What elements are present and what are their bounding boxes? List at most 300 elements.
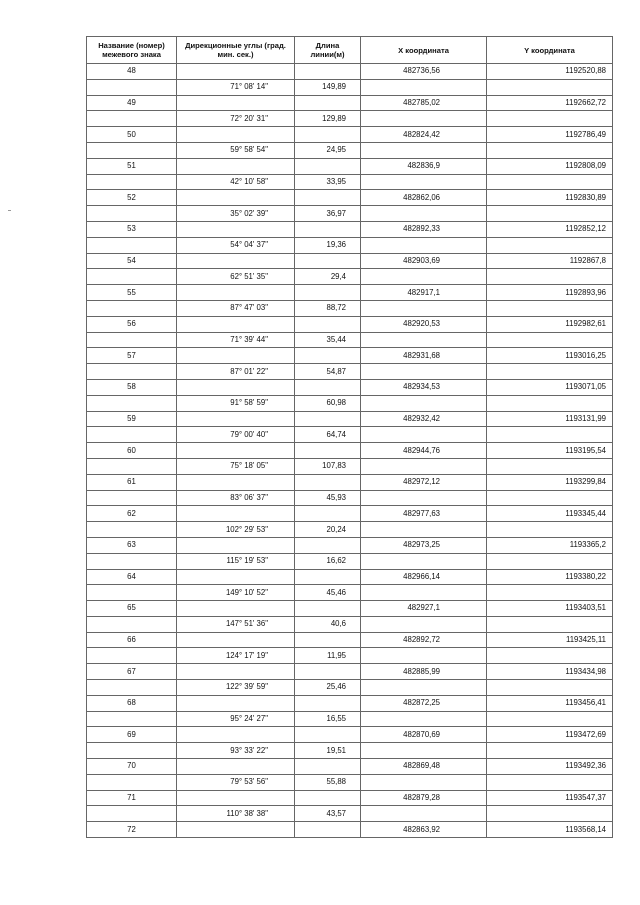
empty-cell: [487, 427, 613, 443]
table-row-line: [87, 806, 613, 822]
direction-angle: 75° 18' 05": [177, 458, 295, 474]
empty-cell: [361, 206, 487, 222]
empty-cell: [87, 364, 177, 380]
y-coordinate: 1193472,69: [487, 727, 613, 743]
empty-cell: [487, 553, 613, 569]
direction-angle: 122° 39' 59": [177, 680, 295, 696]
line-length: 107,83: [295, 458, 361, 474]
table-row-point: [87, 379, 613, 395]
table-row-point: [87, 253, 613, 269]
empty-cell: [295, 759, 361, 775]
empty-cell: [177, 127, 295, 143]
header-direction: Дирекционные углы (град. мин. сек.): [177, 37, 295, 64]
direction-angle: 54° 04' 37": [177, 237, 295, 253]
y-coordinate: 1192786,49: [487, 127, 613, 143]
y-coordinate: 1192852,12: [487, 221, 613, 237]
x-coordinate: 482932,42: [361, 411, 487, 427]
empty-cell: [361, 680, 487, 696]
header-x: X координата: [361, 37, 487, 64]
table-row-line: [87, 79, 613, 95]
empty-cell: [295, 632, 361, 648]
y-coordinate: 1192520,88: [487, 64, 613, 80]
empty-cell: [295, 190, 361, 206]
y-coordinate: 1193568,14: [487, 822, 613, 838]
direction-angle: 147° 51' 36": [177, 616, 295, 632]
x-coordinate: 482736,56: [361, 64, 487, 80]
table-row-point: [87, 664, 613, 680]
empty-cell: [361, 490, 487, 506]
empty-cell: [487, 142, 613, 158]
line-length: 43,57: [295, 806, 361, 822]
coordinates-document: [86, 36, 612, 838]
y-coordinate: 1193425,11: [487, 632, 613, 648]
table-row-line: [87, 427, 613, 443]
empty-cell: [361, 585, 487, 601]
direction-angle: 59° 58' 54": [177, 142, 295, 158]
empty-cell: [487, 174, 613, 190]
empty-cell: [487, 806, 613, 822]
line-length: 88,72: [295, 300, 361, 316]
empty-cell: [487, 237, 613, 253]
y-coordinate: 1192867,8: [487, 253, 613, 269]
empty-cell: [177, 316, 295, 332]
point-name: 56: [87, 316, 177, 332]
empty-cell: [487, 395, 613, 411]
table-row-line: [87, 458, 613, 474]
empty-cell: [177, 506, 295, 522]
point-name: 48: [87, 64, 177, 80]
direction-angle: 87° 47' 03": [177, 300, 295, 316]
table-row-line: [87, 174, 613, 190]
table-row-line: [87, 743, 613, 759]
empty-cell: [177, 348, 295, 364]
x-coordinate: 482944,76: [361, 443, 487, 459]
x-coordinate: 482836,9: [361, 158, 487, 174]
empty-cell: [487, 585, 613, 601]
table-row-point: [87, 790, 613, 806]
empty-cell: [295, 253, 361, 269]
direction-angle: 79° 00' 40": [177, 427, 295, 443]
empty-cell: [177, 190, 295, 206]
table-row-line: [87, 680, 613, 696]
point-name: 69: [87, 727, 177, 743]
empty-cell: [295, 64, 361, 80]
table-row-line: [87, 774, 613, 790]
direction-angle: 87° 01' 22": [177, 364, 295, 380]
x-coordinate: 482966,14: [361, 569, 487, 585]
point-name: 71: [87, 790, 177, 806]
empty-cell: [361, 300, 487, 316]
empty-cell: [361, 427, 487, 443]
point-name: 66: [87, 632, 177, 648]
table-row-point: [87, 127, 613, 143]
empty-cell: [295, 727, 361, 743]
empty-cell: [87, 711, 177, 727]
empty-cell: [295, 95, 361, 111]
y-coordinate: 1192808,09: [487, 158, 613, 174]
x-coordinate: 482869,48: [361, 759, 487, 775]
line-length: 25,46: [295, 680, 361, 696]
empty-cell: [87, 269, 177, 285]
table-row-point: [87, 348, 613, 364]
point-name: 58: [87, 379, 177, 395]
direction-angle: 110° 38' 38": [177, 806, 295, 822]
line-length: 16,62: [295, 553, 361, 569]
empty-cell: [177, 411, 295, 427]
point-name: 63: [87, 537, 177, 553]
line-length: 33,95: [295, 174, 361, 190]
empty-cell: [295, 506, 361, 522]
y-coordinate: 1193016,25: [487, 348, 613, 364]
line-length: 11,95: [295, 648, 361, 664]
empty-cell: [361, 111, 487, 127]
y-coordinate: 1193492,36: [487, 759, 613, 775]
empty-cell: [295, 348, 361, 364]
direction-angle: 71° 39' 44": [177, 332, 295, 348]
empty-cell: [295, 221, 361, 237]
line-length: 60,98: [295, 395, 361, 411]
empty-cell: [295, 474, 361, 490]
header-name: Название (номер) межевого знака: [87, 37, 177, 64]
direction-angle: 72° 20' 31": [177, 111, 295, 127]
table-row-point: [87, 221, 613, 237]
y-coordinate: 1193380,22: [487, 569, 613, 585]
empty-cell: [177, 569, 295, 585]
empty-cell: [295, 822, 361, 838]
table-row-point: [87, 64, 613, 80]
y-coordinate: 1192830,89: [487, 190, 613, 206]
empty-cell: [295, 664, 361, 680]
table-row-point: [87, 506, 613, 522]
table-row-point: [87, 95, 613, 111]
y-coordinate: 1193299,84: [487, 474, 613, 490]
point-name: 64: [87, 569, 177, 585]
empty-cell: [361, 522, 487, 538]
table-row-line: [87, 111, 613, 127]
empty-cell: [177, 64, 295, 80]
direction-angle: 83° 06' 37": [177, 490, 295, 506]
y-coordinate: 1192893,96: [487, 285, 613, 301]
empty-cell: [361, 269, 487, 285]
point-name: 62: [87, 506, 177, 522]
table-row-point: [87, 474, 613, 490]
empty-cell: [177, 601, 295, 617]
y-coordinate: 1193456,41: [487, 695, 613, 711]
y-coordinate: 1193547,37: [487, 790, 613, 806]
y-coordinate: 1193131,99: [487, 411, 613, 427]
table-row-point: [87, 443, 613, 459]
line-length: 29,4: [295, 269, 361, 285]
empty-cell: [177, 443, 295, 459]
empty-cell: [87, 395, 177, 411]
line-length: 19,51: [295, 743, 361, 759]
point-name: 67: [87, 664, 177, 680]
empty-cell: [177, 221, 295, 237]
line-length: 55,88: [295, 774, 361, 790]
empty-cell: [87, 458, 177, 474]
table-row-line: [87, 300, 613, 316]
table-row-point: [87, 759, 613, 775]
empty-cell: [295, 443, 361, 459]
direction-angle: 79° 53' 56": [177, 774, 295, 790]
x-coordinate: 482892,72: [361, 632, 487, 648]
empty-cell: [177, 253, 295, 269]
empty-cell: [87, 743, 177, 759]
empty-cell: [361, 364, 487, 380]
point-name: 52: [87, 190, 177, 206]
direction-angle: 93° 33' 22": [177, 743, 295, 759]
empty-cell: [361, 142, 487, 158]
empty-cell: [487, 616, 613, 632]
x-coordinate: 482920,53: [361, 316, 487, 332]
empty-cell: [87, 806, 177, 822]
empty-cell: [87, 332, 177, 348]
empty-cell: [487, 206, 613, 222]
line-length: 64,74: [295, 427, 361, 443]
empty-cell: [177, 664, 295, 680]
table-row-line: [87, 522, 613, 538]
table-header-row: [87, 37, 613, 64]
point-name: 55: [87, 285, 177, 301]
table-body: [87, 64, 613, 838]
point-name: 72: [87, 822, 177, 838]
empty-cell: [361, 806, 487, 822]
empty-cell: [361, 237, 487, 253]
y-coordinate: 1192662,72: [487, 95, 613, 111]
empty-cell: [487, 680, 613, 696]
empty-cell: [87, 174, 177, 190]
empty-cell: [87, 680, 177, 696]
empty-cell: [361, 743, 487, 759]
direction-angle: 91° 58' 59": [177, 395, 295, 411]
x-coordinate: 482862,06: [361, 190, 487, 206]
table-row-line: [87, 711, 613, 727]
x-coordinate: 482903,69: [361, 253, 487, 269]
point-name: 49: [87, 95, 177, 111]
point-name: 59: [87, 411, 177, 427]
point-name: 51: [87, 158, 177, 174]
direction-angle: 124° 17' 19": [177, 648, 295, 664]
x-coordinate: 482824,42: [361, 127, 487, 143]
empty-cell: [295, 379, 361, 395]
empty-cell: [295, 411, 361, 427]
table-row-line: [87, 553, 613, 569]
empty-cell: [487, 774, 613, 790]
empty-cell: [487, 711, 613, 727]
y-coordinate: 1193345,44: [487, 506, 613, 522]
empty-cell: [87, 142, 177, 158]
x-coordinate: 482892,33: [361, 221, 487, 237]
empty-cell: [177, 727, 295, 743]
y-coordinate: 1193071,05: [487, 379, 613, 395]
empty-cell: [361, 458, 487, 474]
x-coordinate: 482972,12: [361, 474, 487, 490]
empty-cell: [295, 790, 361, 806]
empty-cell: [177, 790, 295, 806]
empty-cell: [295, 569, 361, 585]
y-coordinate: 1193195,54: [487, 443, 613, 459]
empty-cell: [487, 332, 613, 348]
empty-cell: [361, 616, 487, 632]
direction-angle: 71° 08' 14": [177, 79, 295, 95]
empty-cell: [361, 648, 487, 664]
table-row-line: [87, 585, 613, 601]
empty-cell: [487, 522, 613, 538]
empty-cell: [361, 79, 487, 95]
point-name: 61: [87, 474, 177, 490]
empty-cell: [361, 332, 487, 348]
empty-cell: [177, 632, 295, 648]
empty-cell: [487, 79, 613, 95]
empty-cell: [177, 759, 295, 775]
empty-cell: [177, 95, 295, 111]
y-coordinate: 1192982,61: [487, 316, 613, 332]
line-length: 20,24: [295, 522, 361, 538]
empty-cell: [295, 285, 361, 301]
scan-artifact: [8, 210, 11, 211]
table-row-line: [87, 648, 613, 664]
empty-cell: [87, 300, 177, 316]
empty-cell: [487, 300, 613, 316]
table-row-point: [87, 601, 613, 617]
point-name: 50: [87, 127, 177, 143]
empty-cell: [487, 364, 613, 380]
table-row-point: [87, 411, 613, 427]
empty-cell: [361, 774, 487, 790]
x-coordinate: 482927,1: [361, 601, 487, 617]
line-length: 24,95: [295, 142, 361, 158]
empty-cell: [87, 585, 177, 601]
x-coordinate: 482879,28: [361, 790, 487, 806]
line-length: 19,36: [295, 237, 361, 253]
empty-cell: [295, 158, 361, 174]
empty-cell: [87, 79, 177, 95]
line-length: 45,46: [295, 585, 361, 601]
empty-cell: [177, 158, 295, 174]
table-row-line: [87, 206, 613, 222]
x-coordinate: 482785,02: [361, 95, 487, 111]
table-row-point: [87, 822, 613, 838]
line-length: 36,97: [295, 206, 361, 222]
table-row-point: [87, 285, 613, 301]
table-row-line: [87, 237, 613, 253]
empty-cell: [87, 522, 177, 538]
header-length: Длина линии(м): [295, 37, 361, 64]
empty-cell: [295, 695, 361, 711]
empty-cell: [487, 458, 613, 474]
table-row-line: [87, 616, 613, 632]
line-length: 35,44: [295, 332, 361, 348]
empty-cell: [361, 553, 487, 569]
table-row-point: [87, 632, 613, 648]
header-y: Y координата: [487, 37, 613, 64]
line-length: 45,93: [295, 490, 361, 506]
table-row-line: [87, 364, 613, 380]
empty-cell: [87, 490, 177, 506]
table-row-point: [87, 190, 613, 206]
x-coordinate: 482872,25: [361, 695, 487, 711]
line-length: 54,87: [295, 364, 361, 380]
table-row-point: [87, 695, 613, 711]
point-name: 65: [87, 601, 177, 617]
x-coordinate: 482863,92: [361, 822, 487, 838]
empty-cell: [295, 127, 361, 143]
table-row-point: [87, 727, 613, 743]
empty-cell: [177, 822, 295, 838]
direction-angle: 115° 19' 53": [177, 553, 295, 569]
empty-cell: [487, 490, 613, 506]
point-name: 70: [87, 759, 177, 775]
empty-cell: [177, 695, 295, 711]
empty-cell: [177, 285, 295, 301]
empty-cell: [87, 206, 177, 222]
empty-cell: [87, 616, 177, 632]
empty-cell: [295, 316, 361, 332]
line-length: 129,89: [295, 111, 361, 127]
empty-cell: [177, 537, 295, 553]
table-row-point: [87, 537, 613, 553]
table-row-line: [87, 142, 613, 158]
line-length: 40,6: [295, 616, 361, 632]
direction-angle: 95° 24' 27": [177, 711, 295, 727]
point-name: 53: [87, 221, 177, 237]
y-coordinate: 1193403,51: [487, 601, 613, 617]
empty-cell: [177, 474, 295, 490]
empty-cell: [487, 648, 613, 664]
empty-cell: [87, 553, 177, 569]
x-coordinate: 482934,53: [361, 379, 487, 395]
empty-cell: [87, 111, 177, 127]
empty-cell: [487, 269, 613, 285]
x-coordinate: 482977,63: [361, 506, 487, 522]
x-coordinate: 482973,25: [361, 537, 487, 553]
empty-cell: [361, 174, 487, 190]
point-name: 54: [87, 253, 177, 269]
empty-cell: [487, 743, 613, 759]
point-name: 57: [87, 348, 177, 364]
x-coordinate: 482870,69: [361, 727, 487, 743]
x-coordinate: 482917,1: [361, 285, 487, 301]
direction-angle: 149° 10' 52": [177, 585, 295, 601]
empty-cell: [361, 711, 487, 727]
empty-cell: [361, 395, 487, 411]
empty-cell: [487, 111, 613, 127]
table-row-point: [87, 569, 613, 585]
y-coordinate: 1193365,2: [487, 537, 613, 553]
line-length: 16,55: [295, 711, 361, 727]
direction-angle: 102° 29' 53": [177, 522, 295, 538]
empty-cell: [87, 774, 177, 790]
empty-cell: [295, 601, 361, 617]
empty-cell: [87, 648, 177, 664]
x-coordinate: 482931,68: [361, 348, 487, 364]
table-row-line: [87, 332, 613, 348]
empty-cell: [87, 237, 177, 253]
point-name: 60: [87, 443, 177, 459]
table-row-point: [87, 316, 613, 332]
boundary-coordinates-table: [86, 36, 613, 838]
empty-cell: [87, 427, 177, 443]
point-name: 68: [87, 695, 177, 711]
y-coordinate: 1193434,98: [487, 664, 613, 680]
table-row-point: [87, 158, 613, 174]
empty-cell: [295, 537, 361, 553]
direction-angle: 35° 02' 39": [177, 206, 295, 222]
table-row-line: [87, 490, 613, 506]
empty-cell: [177, 379, 295, 395]
line-length: 149,89: [295, 79, 361, 95]
table-row-line: [87, 395, 613, 411]
